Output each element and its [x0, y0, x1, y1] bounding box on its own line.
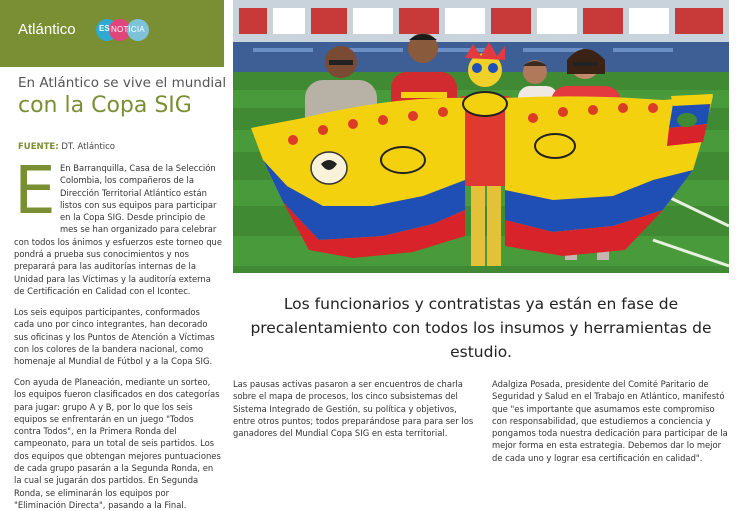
paragraph-3: Con ayuda de Planeación, mediante un sorteo, los equipos fueron clasificados en dos categorías para jugar: grupo A y B, por lo que los seis equipos se enfrentarán en un juego "Todos contra Todos", en la Primera Ronda del campeonato, para un total de seis partidos. Los dos equipos que obtengan mejores puntuaciones de cada grupo pasarán a la Segunda Ronda, en la cual se jugarán dos partidos. En Segunda Ronda, se eliminarán los equipos por "Eliminación Directa", pasando a la Final. — [14, 377, 221, 510]
stadium-team-photo — [233, 0, 729, 273]
stand-seat-blocks — [239, 8, 723, 34]
es-noticia-logo — [96, 19, 154, 41]
source-label: FUENTE: — [18, 142, 59, 152]
photo-illustration — [233, 0, 729, 273]
article-headline: con la Copa SIG — [18, 93, 192, 118]
drop-cap-spacer — [14, 162, 60, 230]
source-value: DT. Atlántico — [61, 142, 115, 152]
paragraph-1-wrap — [14, 162, 222, 297]
photo-caption: Los funcionarios y contratistas ya están en fase de precalentamiento con todos los insumos y herramientas de estudio. — [250, 295, 712, 361]
drop-cap: E — [14, 152, 56, 229]
paragraph-2: Los seis equipos participantes, conformados cada uno por cinco integrantes, han decorado sus oficinas y los Puntos de Atención a Víctimas con los colores de la bandera nacional, como homenaje al Mundial de Fútbol y a la Copa SIG. — [14, 307, 215, 367]
article-kicker: En Atlántico se vive el mundial — [18, 75, 227, 91]
center-sign — [463, 92, 507, 116]
logo-es-text: ES — [99, 24, 110, 33]
section-header-band — [0, 0, 224, 67]
logo-noticia-text: NOTICIA — [111, 25, 145, 34]
column-3-paragraph: Adalgiza Posada, presidente del Comité Paritario de Seguridad y Salud en el Trabajo en Atlántico, manifestó que "es importante que asumamos este compromiso con responsabilidad, que estudiemos a conciencia y pongamos toda nuestra dedicación para participar de la mejor forma en esta estrategia. Debemos dar lo mejor de cada uno y lograr esa certificación en calidad". — [492, 379, 728, 463]
column-2-paragraph: Las pausas activas pasaron a ser encuentros de charla sobre el mapa de procesos, los cinco subsistemas del Sistema Integrado de Gestión, su política y objetivos, entre otros puntos; todos preparándose para para ser los ganadores del Mundial Copa SIG en esta territorial. — [233, 379, 474, 439]
section-title: Atlántico — [18, 21, 76, 38]
article-source — [18, 142, 115, 152]
paragraph-1: En Barranquilla, Casa de la Selección Colombia, los compañeros de la Dirección Territorial Atlántico están listos con sus equipos para participar en la Copa SIG. Desde principio de mes se han organizado para celebrar con todos los ánimos y esfuerzos este torneo que pondrá a prueba sus conocimientos y nos preparará para las auditorías internas de la Unidad para las Víctimas y la auditoría externa de Certificación en Calidad con el Icontec. — [14, 163, 222, 296]
